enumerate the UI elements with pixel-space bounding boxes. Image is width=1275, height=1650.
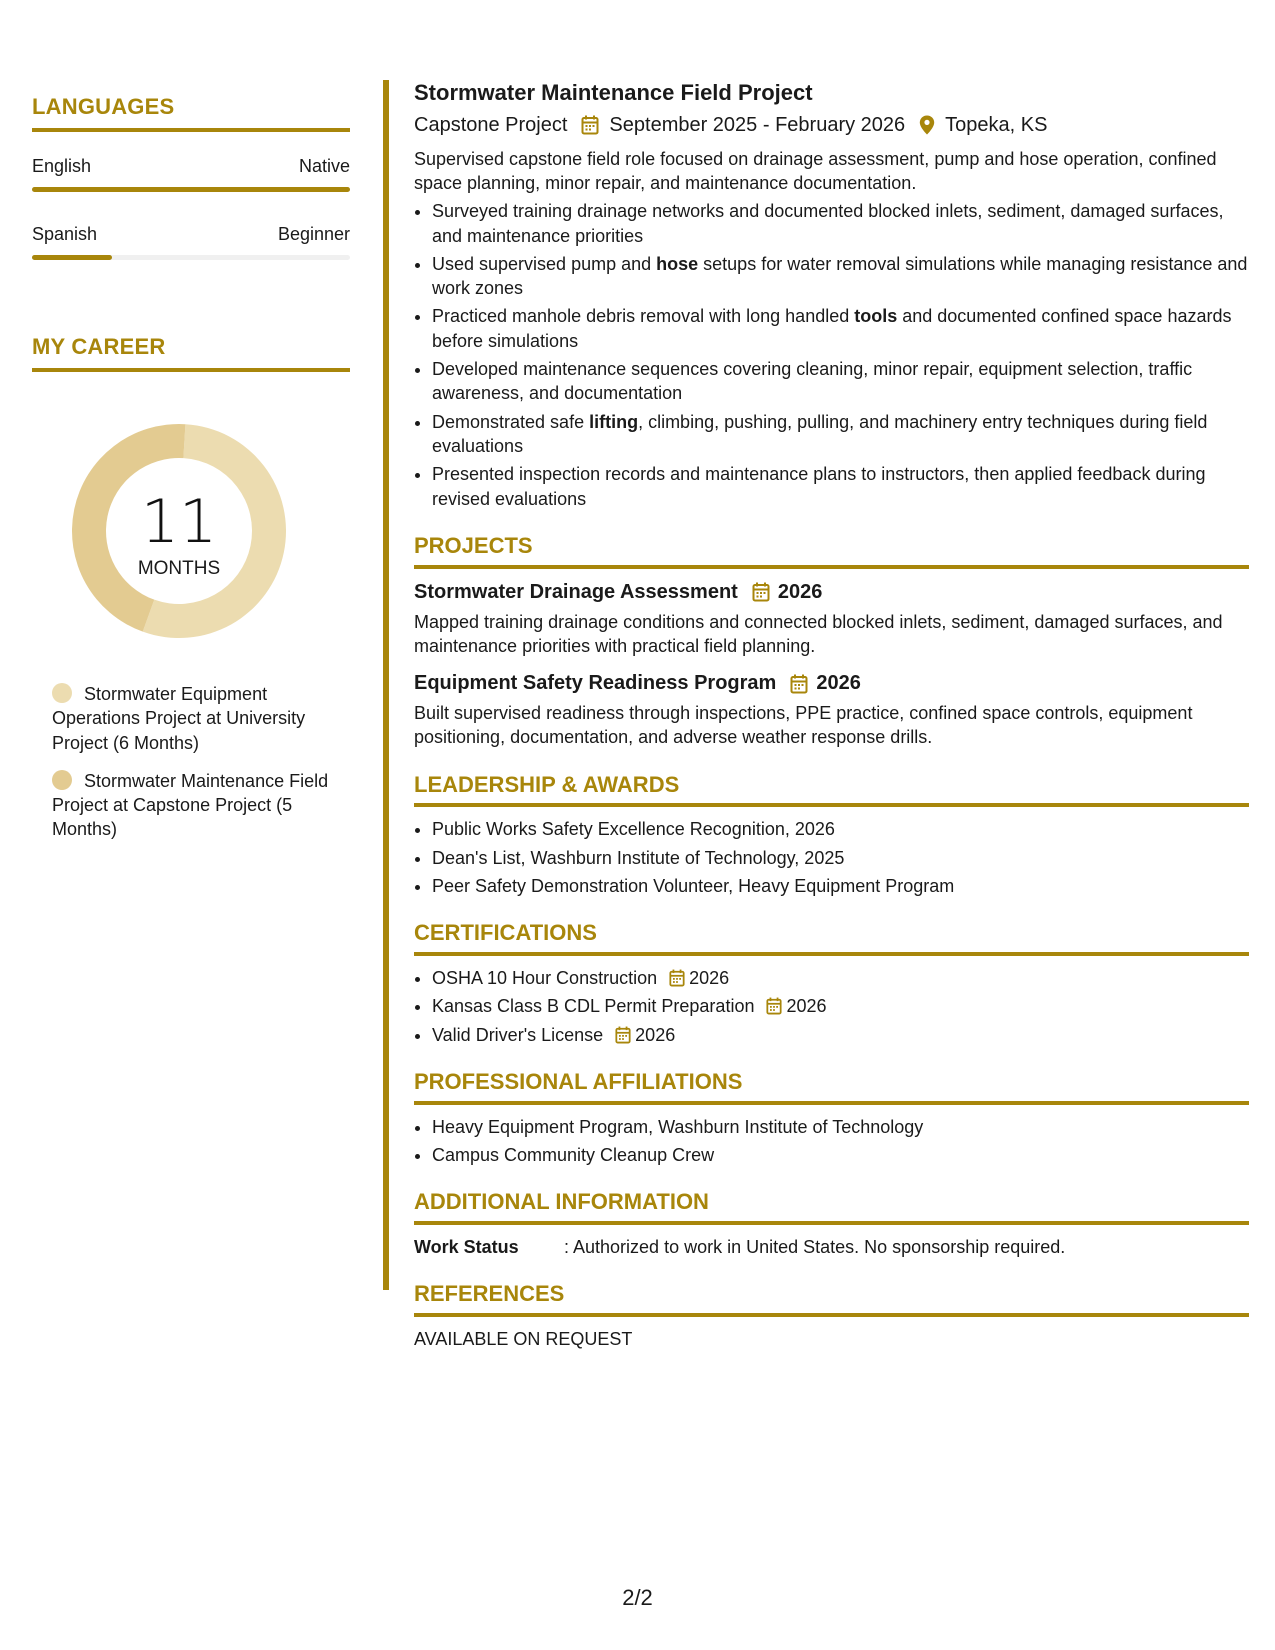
language-spanish — [32, 222, 350, 260]
affiliation-item: • Campus Community Cleanup Crew — [432, 1143, 1249, 1167]
certification-year: 2026 — [635, 1024, 676, 1045]
languages-heading: LANGUAGES — [32, 92, 350, 132]
career-legend — [32, 682, 350, 842]
additional-info-heading: ADDITIONAL INFORMATION — [414, 1187, 1249, 1225]
language-level: Beginner — [277, 223, 350, 244]
project-year: 2026 — [816, 672, 861, 695]
calendar-icon — [752, 582, 770, 602]
career-legend-text: Stormwater Maintenance Field Project at Capstone Project (5 Months) — [52, 770, 329, 840]
main-content — [414, 78, 1249, 1351]
certification-year: 2026 — [786, 996, 827, 1017]
project-title: Stormwater Drainage Assessment — [414, 580, 738, 603]
location-pin-icon — [919, 115, 935, 135]
legend-dot — [52, 683, 72, 703]
language-level: Native — [298, 155, 350, 176]
project-year: 2026 — [777, 580, 823, 603]
project-description: Mapped training drainage conditions and connected blocked inlets, sediment, damaged surfaces, and maintenance priorities with practical field planning. — [414, 611, 1223, 656]
references-heading: REFERENCES — [414, 1279, 1249, 1317]
certification-year: 2026 — [689, 967, 730, 988]
job-company: Capstone Project — [414, 113, 568, 136]
job-bullet: • Demonstrated safe lifting, climbing, pushing, pulling, and machinery entry techniques during field evaluations — [432, 410, 1249, 459]
career-donut-chart — [64, 416, 294, 646]
certification-name: • Kansas Class B CDL Permit Preparation — [432, 996, 755, 1017]
language-name: English — [32, 155, 92, 176]
proficiency-bar — [32, 255, 350, 260]
affiliation-item: • Heavy Equipment Program, Washburn Institute of Technology — [432, 1115, 1249, 1139]
certification-name: • OSHA 10 Hour Construction — [432, 967, 658, 988]
job-bullet: • Surveyed training drainage networks and documented blocked inlets, sediment, damaged surfaces, and maintenance priorities — [432, 199, 1249, 248]
career-heading: MY CAREER — [32, 332, 350, 372]
work-status-row — [414, 1235, 1249, 1259]
calendar-icon — [615, 1026, 631, 1044]
leadership-heading: LEADERSHIP & AWARDS — [414, 770, 1249, 808]
job-title: Stormwater Maintenance Field Project — [414, 80, 813, 105]
job-bullets — [414, 199, 1249, 511]
certifications-heading: CERTIFICATIONS — [414, 918, 1249, 956]
career-legend-item — [52, 769, 350, 842]
job-meta — [414, 112, 1249, 139]
job-bullet: • Practiced manhole debris removal with long handled tools and documented confined space hazards before simulations — [432, 304, 1249, 353]
certification-item — [432, 966, 1249, 990]
proficiency-fill — [32, 187, 350, 192]
affiliations-list — [414, 1115, 1249, 1168]
calendar-icon — [766, 997, 782, 1015]
work-status-label: Work Status — [414, 1236, 519, 1257]
proficiency-fill — [32, 255, 112, 260]
calendar-icon — [790, 674, 808, 694]
career-legend-item — [52, 682, 350, 755]
leadership-item: • Peer Safety Demonstration Volunteer, Heavy Equipment Program — [432, 874, 1249, 898]
legend-dot — [52, 770, 72, 790]
calendar-icon — [581, 115, 599, 135]
career-legend-text: Stormwater Equipment Operations Project at University Project (6 Months) — [52, 683, 306, 753]
job-bullet: • Presented inspection records and maintenance plans to instructors, then applied feedback during revised evaluations — [432, 462, 1249, 511]
project-description: Built supervised readiness through inspections, PPE practice, confined space controls, equipment positioning, documentation, and adverse weather response drills. — [414, 703, 1193, 748]
calendar-icon — [669, 969, 685, 987]
job-bullet: • Used supervised pump and hose setups for water removal simulations while managing resistance and work zones — [432, 252, 1249, 301]
page-number: 2/2 — [622, 1585, 653, 1610]
projects-heading: PROJECTS — [414, 531, 1249, 569]
project-title: Equipment Safety Readiness Program — [414, 672, 777, 695]
work-status-value: : Authorized to work in United States. No sponsorship required. — [564, 1236, 1066, 1257]
job-location: Topeka, KS — [945, 113, 1048, 136]
affiliations-heading: PROFESSIONAL AFFILIATIONS — [414, 1067, 1249, 1105]
proficiency-bar — [32, 187, 350, 192]
career-total-unit: MONTHS — [137, 557, 221, 579]
leadership-item: • Public Works Safety Excellence Recognition, 2026 — [432, 817, 1249, 841]
leadership-item: • Dean's List, Washburn Institute of Technology, 2025 — [432, 846, 1249, 870]
job-dates: September 2025 - February 2026 — [609, 113, 906, 136]
project-entry — [414, 670, 1249, 750]
certifications-list — [414, 966, 1249, 1047]
certification-item — [432, 994, 1249, 1018]
vertical-divider — [383, 80, 389, 1290]
donut-center — [64, 416, 294, 646]
career-total-number: 11 — [140, 486, 218, 557]
certification-name: • Valid Driver's License — [432, 1024, 604, 1045]
certification-item — [432, 1023, 1249, 1047]
language-english — [32, 154, 350, 192]
leadership-list — [414, 817, 1249, 898]
project-entry — [414, 579, 1249, 659]
job-summary: Supervised capstone field role focused on drainage assessment, pump and hose operation, confined space planning, minor repair, and maintenance documentation. — [414, 148, 1217, 193]
references-text: AVAILABLE ON REQUEST — [414, 1328, 633, 1349]
job-bullet: • Developed maintenance sequences covering cleaning, minor repair, equipment selection, traffic awareness, and documentation — [432, 357, 1249, 406]
sidebar — [32, 92, 350, 856]
language-name: Spanish — [32, 223, 98, 244]
experience-entry — [414, 78, 1249, 511]
